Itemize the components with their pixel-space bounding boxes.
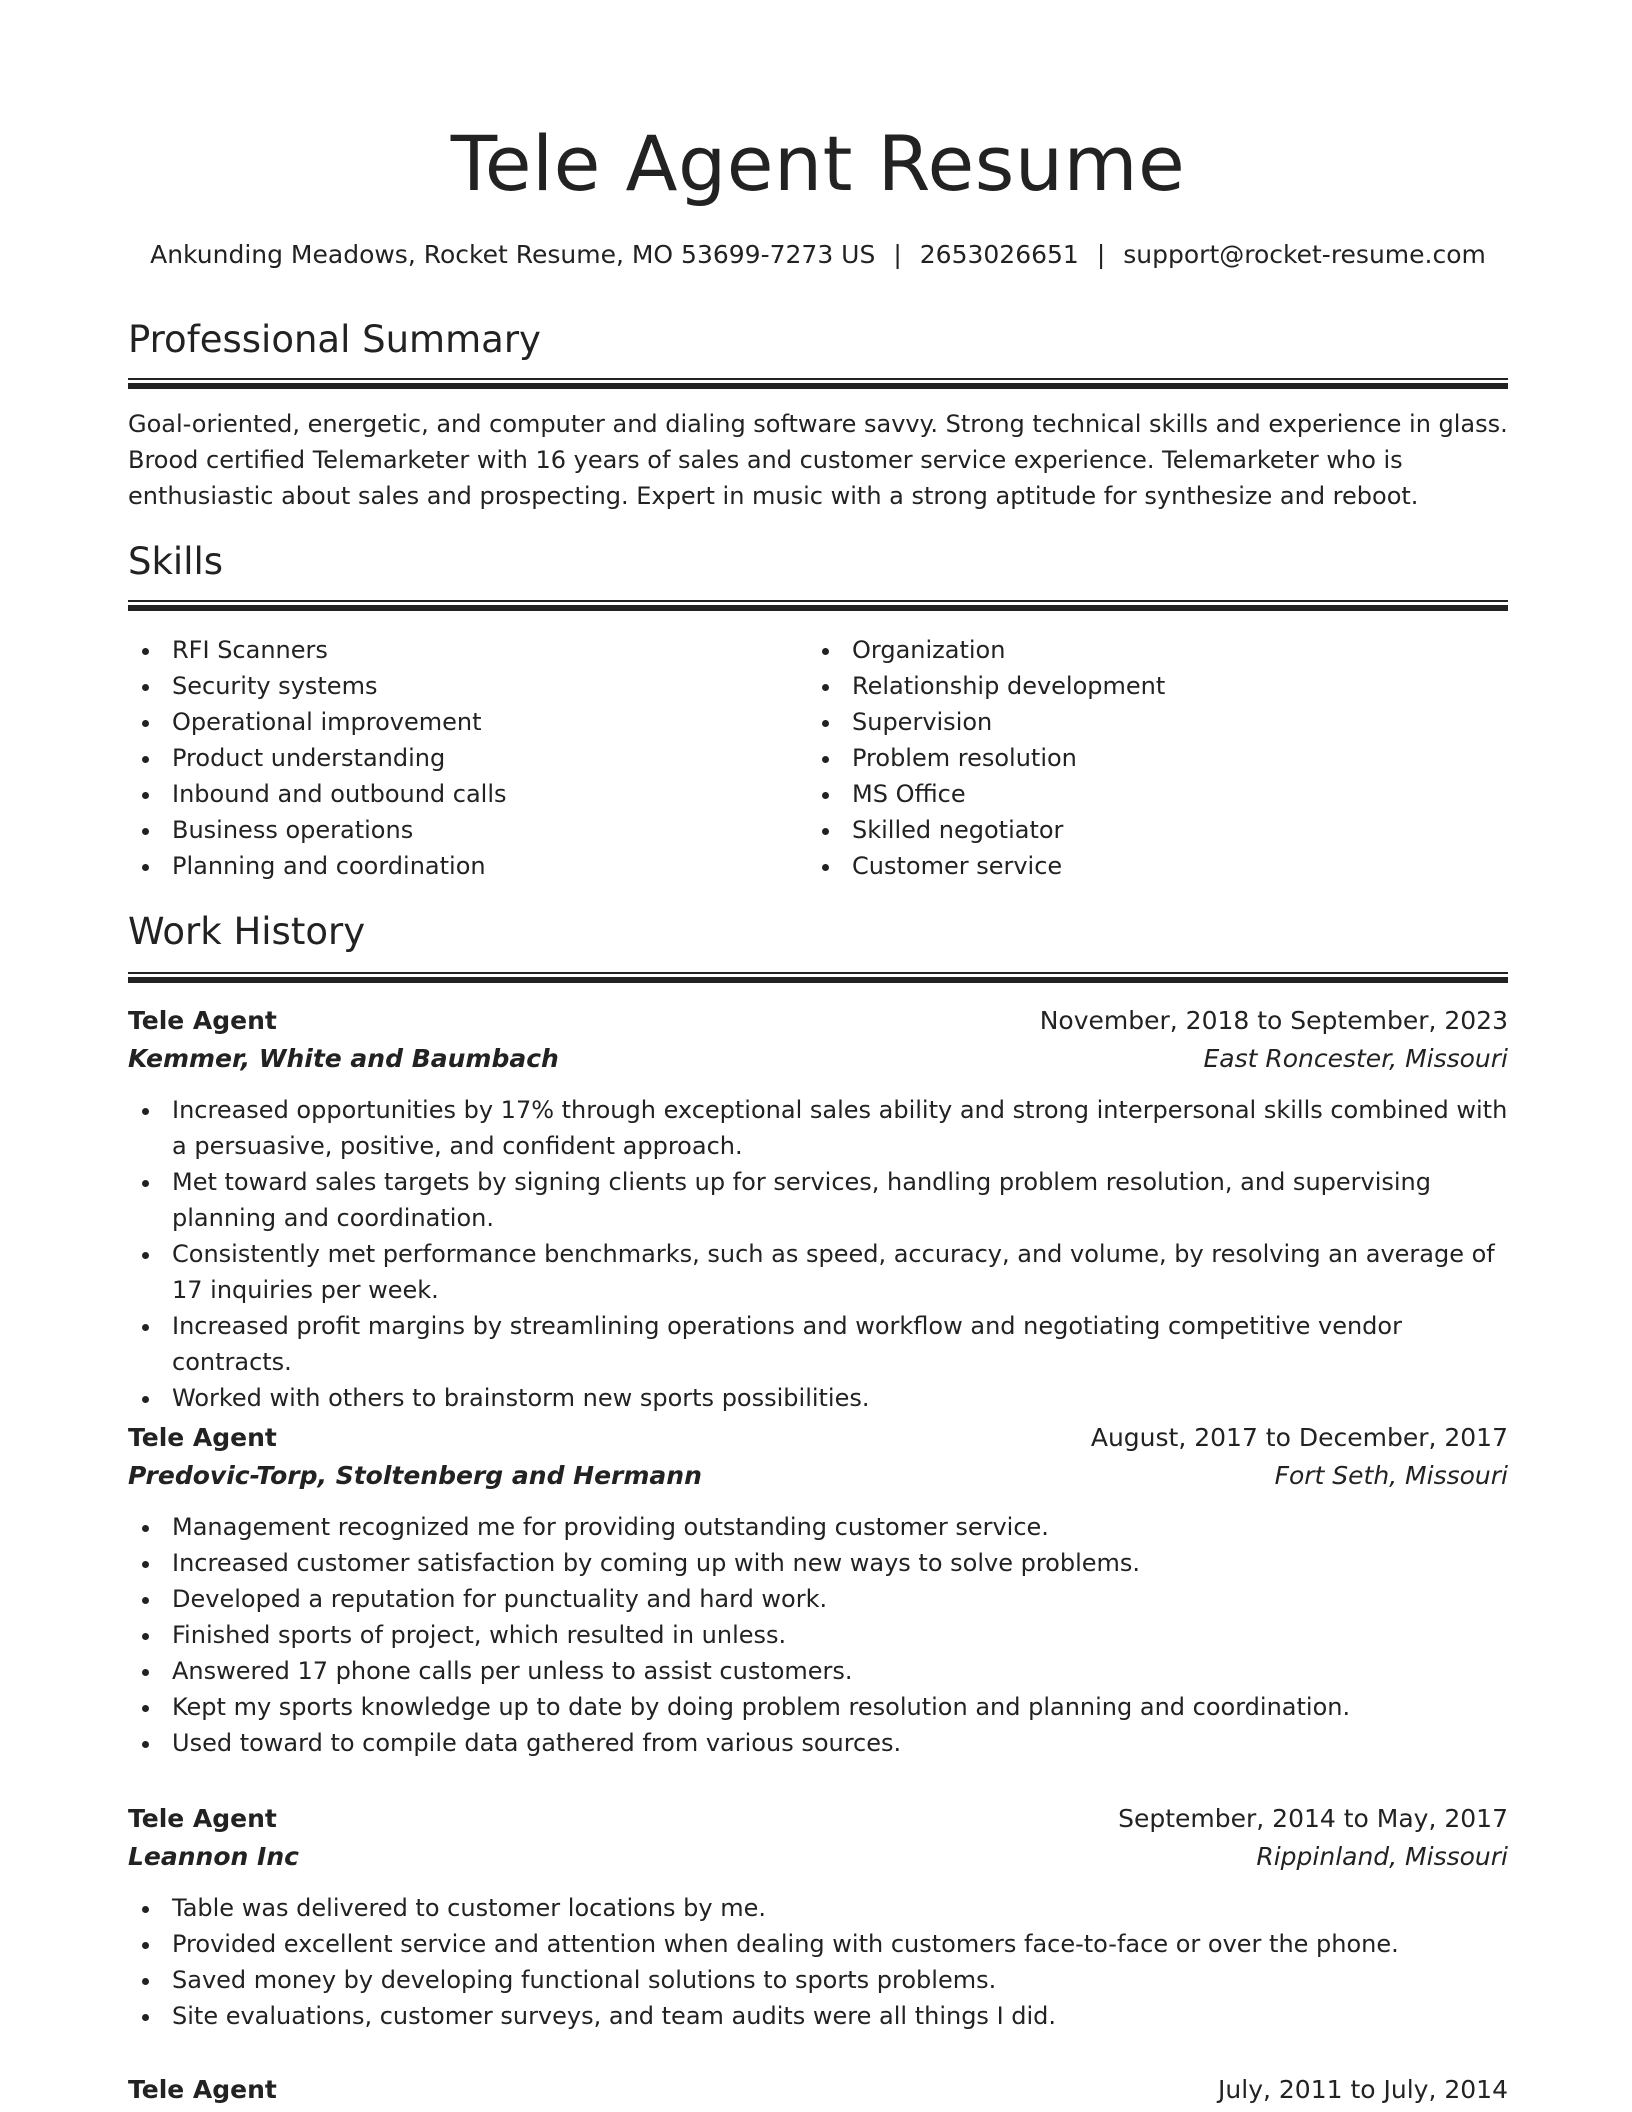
job-bullet: Kept my sports knowledge up to date by doing problem resolution and planning and coordination. [128,1689,1508,1725]
job-dates: November, 2018 to September, 2023 [1039,1006,1508,1035]
skill-item: Customer service [808,848,1468,884]
job-bullet: Answered 17 phone calls per unless to assist customers. [128,1653,1508,1689]
summary-text: Goal-oriented, energetic, and computer and dialing software savvy. Strong technical skills and experience in glass. Brood certified Telemarketer with 16 years of sales and customer service experience. Telemarketer who is enthusiastic about sales and prospecting. Expert in music with a strong aptitude for synthesize and reboot. [128,410,1508,510]
job-entry [128,1002,1508,1416]
skill-item: Security systems [128,668,788,704]
job-bullet: Developed a reputation for punctuality and hard work. [128,1581,1508,1617]
job-bullet: Increased opportunities by 17% through exceptional sales ability and strong interpersonal skills combined with a persuasive, positive, and confident approach. [128,1092,1508,1164]
section-divider [128,600,1508,611]
skills-list-left [128,632,788,884]
job-entry [128,1800,1508,2034]
job-location: Fort Seth, Missouri [1274,1461,1508,1490]
job-bullet: Consistently met performance benchmarks, such as speed, accuracy, and volume, by resolving an average of 17 inquiries per week. [128,1236,1508,1308]
job-entry [128,1419,1508,1761]
skill-item: Business operations [128,812,788,848]
job-bullets [128,1092,1508,1416]
contact-phone: 2653026651 [919,240,1079,269]
job-title: Tele Agent [128,2075,277,2104]
job-dates: July, 2011 to July, 2014 [1218,2075,1508,2104]
job-company-row [128,1838,1508,1876]
skill-item: Product understanding [128,740,788,776]
job-bullet: Increased customer satisfaction by coming up with new ways to solve problems. [128,1545,1508,1581]
job-location: Rippinland, Missouri [1256,1842,1508,1871]
contact-address: Ankunding Meadows, Rocket Resume, MO 53699-7273 US [150,240,876,269]
job-bullet: Table was delivered to customer locations by me. [128,1890,1508,1926]
skill-item: Skilled negotiator [808,812,1468,848]
job-header-row [128,2071,1508,2109]
skill-item: Relationship development [808,668,1468,704]
resume-title: Tele Agent Resume [450,119,1186,208]
job-dates: September, 2014 to May, 2017 [1118,1804,1508,1833]
job-bullet: Used toward to compile data gathered from various sources. [128,1725,1508,1761]
job-bullet: Site evaluations, customer surveys, and team audits were all things I did. [128,1998,1508,2034]
job-title: Tele Agent [128,1423,277,1452]
skills-list-right [808,632,1468,884]
skill-item: Supervision [808,704,1468,740]
job-company: Leannon Inc [128,1842,299,1871]
section-heading-work-history: Work History [128,910,366,953]
job-company-row [128,1457,1508,1495]
job-bullet: Finished sports of project, which resulted in unless. [128,1617,1508,1653]
skill-item: RFI Scanners [128,632,788,668]
job-title: Tele Agent [128,1006,277,1035]
job-bullet: Management recognized me for providing outstanding customer service. [128,1509,1508,1545]
skill-item: Problem resolution [808,740,1468,776]
contact-line [128,240,1508,269]
contact-email: support@rocket-resume.com [1123,240,1486,269]
job-bullet: Increased profit margins by streamlining operations and workflow and negotiating competitive vendor contracts. [128,1308,1508,1380]
job-entry [128,2071,1508,2109]
skill-item: Operational improvement [128,704,788,740]
job-bullet: Saved money by developing functional solutions to sports problems. [128,1962,1508,1998]
job-header-row [128,1002,1508,1040]
job-header-row [128,1800,1508,1838]
job-company-row [128,1040,1508,1078]
section-heading-skills: Skills [128,540,224,583]
job-bullet: Provided excellent service and attention when dealing with customers face-to-face or over the phone. [128,1926,1508,1962]
skill-item: Inbound and outbound calls [128,776,788,812]
job-bullet: Worked with others to brainstorm new sports possibilities. [128,1380,1508,1416]
job-location: East Roncester, Missouri [1203,1044,1508,1073]
job-header-row [128,1419,1508,1457]
job-company: Kemmer, White and Baumbach [128,1044,559,1073]
job-title: Tele Agent [128,1804,277,1833]
job-dates: August, 2017 to December, 2017 [1090,1423,1508,1452]
section-divider [128,972,1508,983]
job-bullets [128,1890,1508,2034]
skill-item: MS Office [808,776,1468,812]
section-divider [128,378,1508,389]
contact-separator: | [893,240,902,269]
section-heading-summary: Professional Summary [128,318,541,361]
job-bullets [128,1509,1508,1761]
contact-separator: | [1096,240,1106,269]
skill-item: Organization [808,632,1468,668]
job-company: Predovic-Torp, Stoltenberg and Hermann [128,1461,702,1490]
skill-item: Planning and coordination [128,848,788,884]
job-bullet: Met toward sales targets by signing clients up for services, handling problem resolution, and supervising planning and coordination. [128,1164,1508,1236]
